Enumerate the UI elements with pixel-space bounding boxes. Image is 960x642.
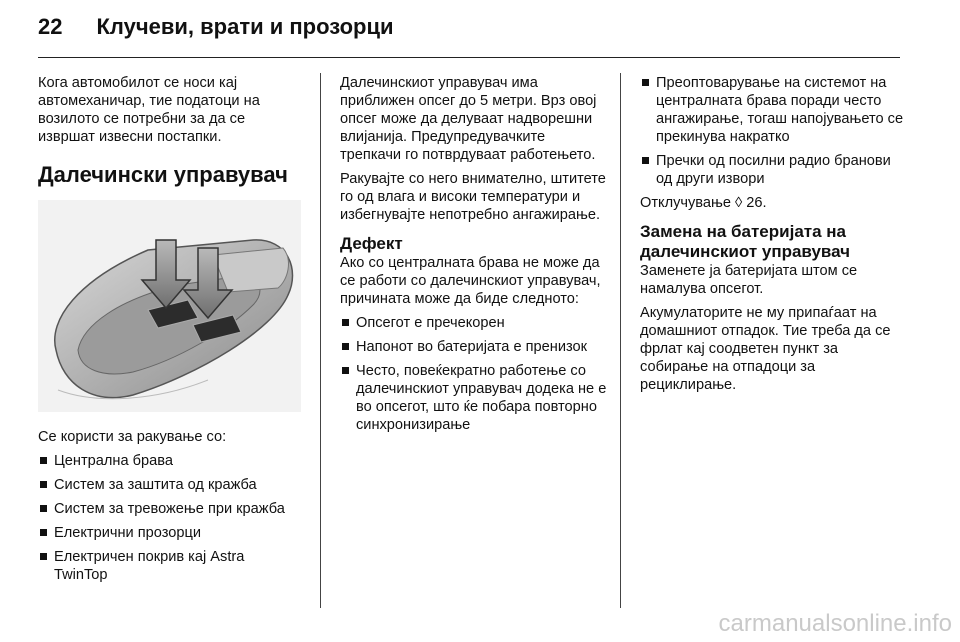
section-heading-defect: Дефект [340,234,403,253]
list-item: Често, повеќекратно работење со далечинскиот управувач додека не е во опсегот, што ќе побара повторно синхронизирање [340,362,608,434]
page-number: 22 [38,14,63,39]
list-item: Систем за заштита од кражба [38,476,300,494]
range-paragraph: Далечинскиот управувач има приближен опсег до 5 метри. Врз овој опсег може да делуваат надворешни влијанија. Предупредувачките трепкачи го потврдуваат работењето. [340,75,597,163]
list-item: Преоптоварување на системот на централната брава поради често ангажирање, тогаш напојувањето се прекинува накратко [640,74,910,146]
column-divider-1 [320,73,321,608]
list-item: Опсегот е пречекорен [340,314,608,332]
unlock-reference: Отклучување ◊ 26. [640,195,767,211]
remote-key-illustration [38,200,301,412]
battery-paragraph-1: Заменете ја батеријата штом се намалува опсегот. [640,263,858,297]
defect-intro: Ако со централната брава не може да се работи со далечинскиот управувач, причината може да биде следното: [340,255,601,307]
section-heading-remote: Далечински управувач [38,162,288,187]
column-1 [38,74,300,590]
defect-list [340,314,608,434]
usage-list [38,452,300,584]
list-item: Централна брава [38,452,300,470]
list-item: Електрични прозорци [38,524,300,542]
remote-key-image [38,200,301,412]
list-item: Пречки од посилни радио бранови од други извори [640,152,910,188]
column-3 [640,74,910,400]
battery-paragraph-2: Акумулаторите не му припаѓаат на домашниот отпадок. Тие треба да се фрлат кај соодветен пункт за собирање на отпадоци за рециклирање. [640,305,891,393]
defect-list-continued [640,74,910,188]
usage-intro: Се користи за ракување со: [38,429,227,445]
intro-paragraph: Кога автомобилот се носи кај автомеханичар, тие податоци на возилото се потребни за да се извршат извесни постапки. [38,75,260,145]
section-heading-battery: Замена на батеријата на далечинскиот управувач [640,222,851,261]
column-2 [340,74,608,440]
header-rule [38,57,900,58]
list-item: Систем за тревожење при кражба [38,500,300,518]
list-item: Напонот во батеријата е пренизок [340,338,608,356]
care-paragraph: Ракувајте со него внимателно, штитете го од влага и високи температури и избегнувајте непотребно ангажирање. [340,171,606,223]
column-divider-2 [620,73,621,608]
page-header [38,14,394,54]
watermark: carmanualsonline.info [718,610,952,637]
page-title: Клучеви, врати и прозорци [96,14,394,39]
list-item: Електричен покрив кај Astra TwinTop [38,548,300,584]
